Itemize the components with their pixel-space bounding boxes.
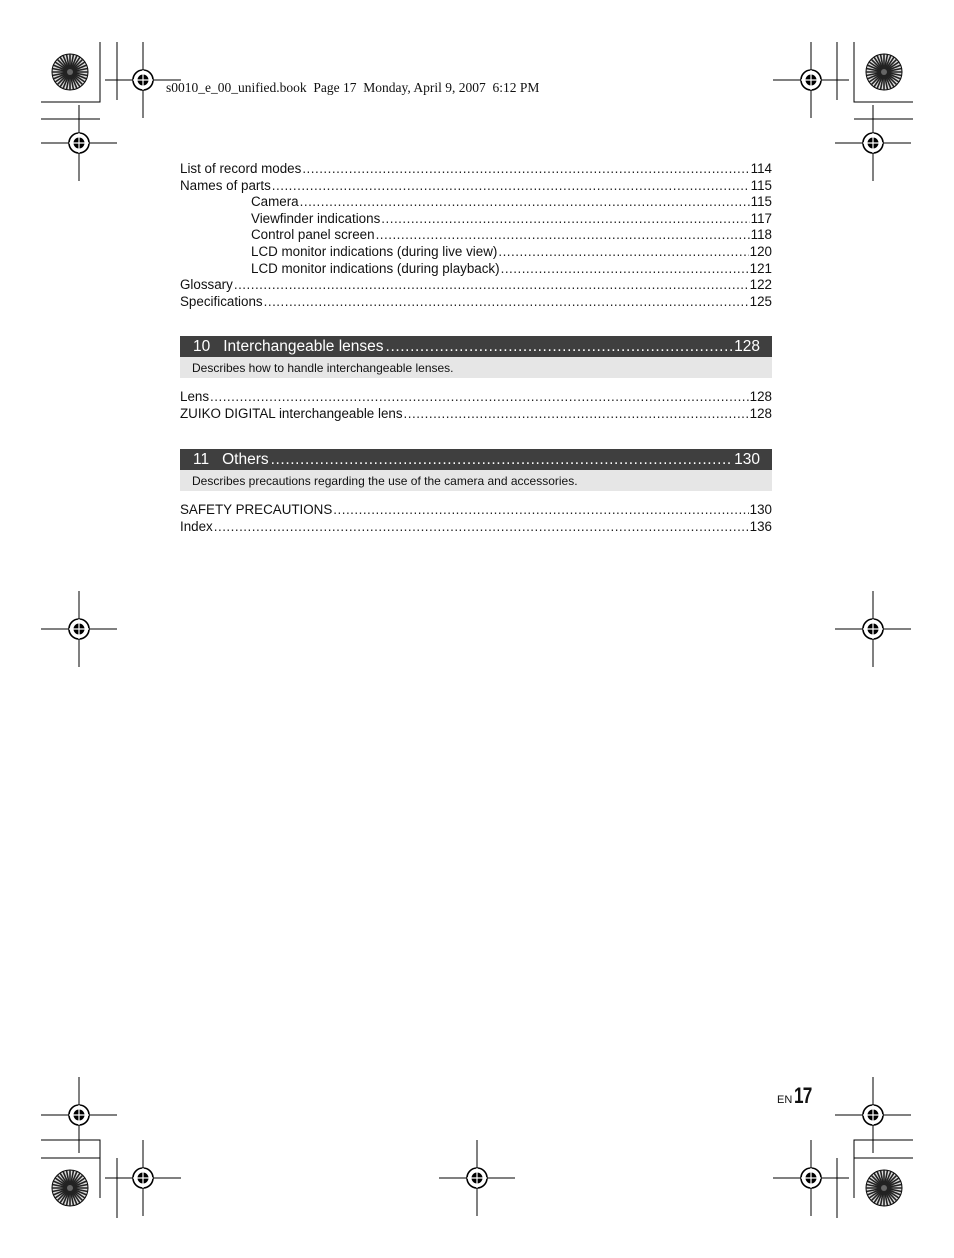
toc-entry-control-panel-screen[interactable]: [180, 227, 772, 244]
dot-leader: [234, 277, 749, 294]
chapter-10-entries: [180, 389, 772, 422]
toc-entry-lcd-playback[interactable]: [180, 261, 772, 278]
toc-entry-page: 121: [749, 260, 772, 276]
toc-entry-label: List of record modes: [180, 161, 302, 176]
dot-leader: [498, 244, 748, 261]
toc-entry-page: 115: [750, 194, 772, 210]
language-code: EN: [777, 1094, 793, 1106]
dot-leader: [271, 451, 733, 469]
toc-entry-label: LCD monitor indications (during live view): [251, 243, 498, 259]
chapter-title: Others: [222, 450, 269, 468]
toc-entry-safety-precautions[interactable]: [180, 502, 772, 519]
chapter-10-heading[interactable]: [180, 336, 772, 357]
toc-entry-label: LCD monitor indications (during playback): [251, 260, 500, 276]
chapter-11-entries: [180, 502, 772, 535]
toc-entry-label: Names of parts: [180, 177, 271, 193]
toc-entry-list-of-record-modes[interactable]: [180, 161, 772, 178]
toc-entry-page: 130: [749, 502, 772, 517]
toc-entry-page: 136: [749, 518, 772, 534]
toc-entry-page: 120: [749, 243, 772, 259]
chapter-page: 128: [734, 337, 760, 355]
toc-entry-page: 128: [749, 405, 772, 421]
page-folio: [777, 1083, 817, 1109]
dot-leader: [386, 338, 733, 356]
toc-entry-label: SAFETY PRECAUTIONS: [180, 502, 333, 517]
chapter-number: 11: [193, 450, 210, 468]
chapter-title: Interchangeable lenses: [223, 337, 384, 355]
toc-entry-camera[interactable]: [180, 194, 772, 211]
toc-entry-label: Lens: [180, 389, 210, 404]
print-info-header: s0010_e_00_unified.book Page 17 Monday, April 9, 2007 6:12 PM: [166, 80, 540, 95]
dot-leader: [381, 211, 749, 228]
page-number: 17: [794, 1083, 812, 1108]
toc-entry-page: 122: [749, 277, 772, 293]
toc-entry-specifications[interactable]: [180, 294, 772, 311]
toc-entry-names-of-parts[interactable]: [180, 178, 772, 195]
toc-top-section: [180, 161, 772, 310]
dot-leader: [302, 161, 749, 178]
toc-entry-page: 125: [749, 293, 772, 309]
toc-entry-viewfinder-indications[interactable]: [180, 211, 772, 228]
toc-entry-label: Glossary: [180, 277, 233, 293]
toc-entry-label: Camera: [251, 194, 299, 210]
toc-entry-index[interactable]: [180, 519, 772, 536]
chapter-11-heading[interactable]: [180, 449, 772, 470]
chapter-description: Describes precautions regarding the use of the camera and accessories.: [180, 470, 772, 491]
toc-entry-page: 117: [750, 210, 772, 226]
dot-leader: [376, 227, 750, 244]
dot-leader: [214, 519, 749, 536]
chapter-number: 10: [193, 337, 211, 355]
chapter-11-block: [180, 449, 772, 491]
toc-entry-page: 115: [750, 177, 772, 193]
toc-entry-lens[interactable]: [180, 389, 772, 406]
toc-entry-page: 128: [749, 389, 772, 404]
chapter-description: Describes how to handle interchangeable lenses.: [180, 357, 772, 378]
dot-leader: [404, 406, 749, 423]
toc-entry-glossary[interactable]: [180, 277, 772, 294]
dot-leader: [272, 178, 750, 195]
dot-leader: [501, 261, 749, 278]
toc-entry-page: 114: [750, 161, 772, 176]
dot-leader: [264, 294, 749, 311]
toc-entry-label: Specifications: [180, 293, 263, 309]
toc-entry-page: 118: [750, 227, 772, 243]
dot-leader: [300, 194, 750, 211]
toc-entry-label: Index: [180, 518, 213, 534]
chapter-page: 130: [734, 450, 760, 468]
toc-entry-label: Viewfinder indications: [251, 210, 381, 226]
dot-leader: [210, 389, 749, 406]
toc-entry-label: ZUIKO DIGITAL interchangeable lens: [180, 405, 403, 421]
toc-entry-lcd-live-view[interactable]: [180, 244, 772, 261]
chapter-10-block: [180, 336, 772, 378]
toc-entry-zuiko-digital[interactable]: [180, 406, 772, 423]
toc-entry-label: Control panel screen: [251, 227, 375, 243]
dot-leader: [333, 502, 748, 519]
